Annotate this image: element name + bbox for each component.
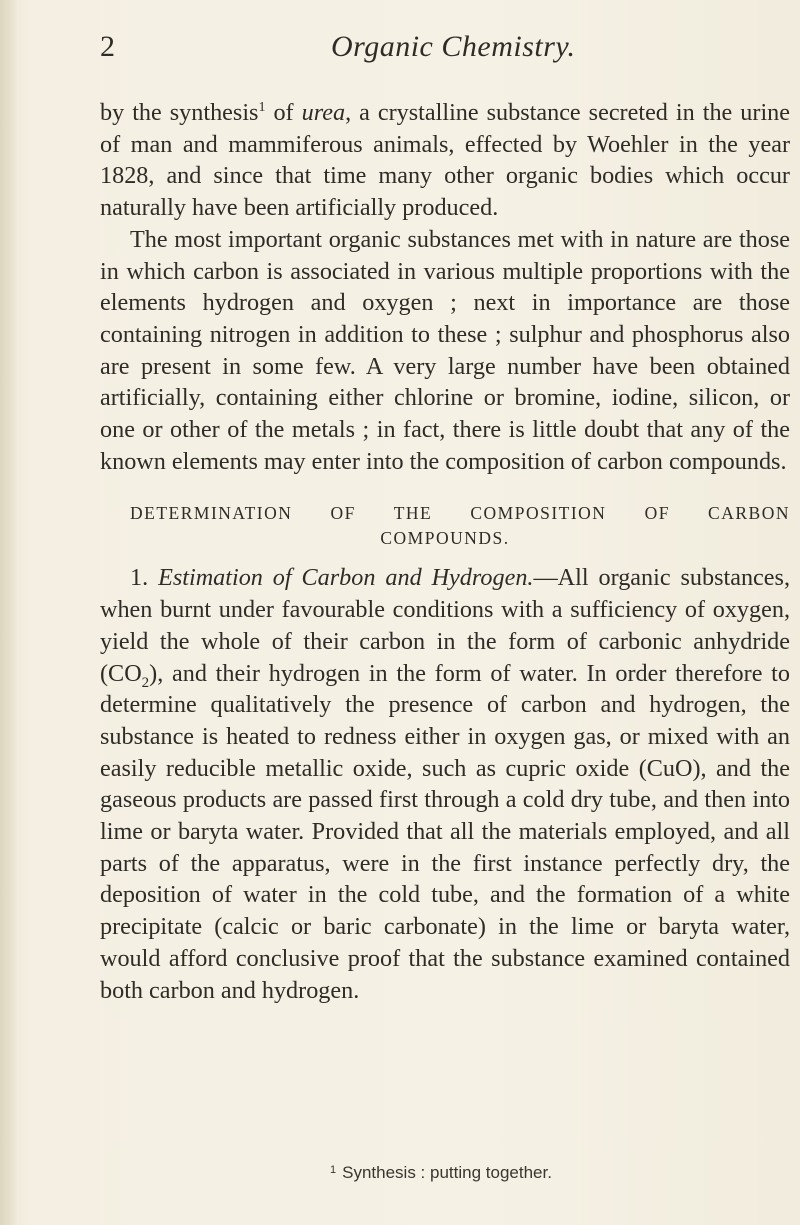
section-heading — [100, 501, 790, 551]
page-number: 2 — [100, 30, 115, 63]
section-heading-line-2: COMPOUNDS. — [380, 528, 510, 549]
section-heading-line-1: DETERMINATION OF THE COMPOSITION OF CARBON — [130, 503, 790, 524]
footnote-reference: 1 — [258, 99, 266, 115]
co2-subscript: 2 — [141, 674, 150, 691]
footnote-text: Synthesis : putting together. — [342, 1163, 552, 1182]
body-text — [100, 97, 790, 1006]
paragraph-number: 1. — [130, 564, 159, 592]
paragraph-3-italic-title: Estimation of Carbon and Hydrogen. — [158, 564, 534, 592]
running-head — [100, 30, 788, 70]
footnote-mark: 1 — [330, 1164, 337, 1176]
footnote — [330, 1163, 790, 1183]
page-gutter-shadow — [0, 0, 18, 1225]
italic-urea: urea — [301, 99, 346, 126]
paragraph-3: 1. Estimation of Carbon and Hydrogen.—All organic substances, when burnt under favourable conditions with a sufficiency of oxygen, yield the whole of their carbon in the form of carbonic anhydride $(CO_2)$, and their hydrogen in the form of water. In order therefore to determine qualitatively the presence of carbon and hydrogen, the substance is heated to redness either in oxygen gas, or mixed with an easily reducible metallic oxide, such as cupric oxide (CuO), and the gaseous products are passed first through a cold dry tube, and then into lime or baryta water. Provided that all the materials employed, and all parts of the apparatus, were in the first instance perfectly dry, the deposition of water in the cold tube, and the formation of a white precipitate (calcic or baric carbonate) in the lime or baryta water, would afford conclusive proof that the substance examined contained both carbon and hydrogen. — [100, 564, 790, 1004]
running-title: Organic Chemistry. — [331, 30, 576, 63]
paragraph-2: The most important organic substances met with in nature are those in which carbon is associated in various multiple proportions with the elements hydrogen and oxygen ; next in importance are those containing nitrogen in addition to these ; sulphur and phosphorus also are present in some few. A very large number have been obtained artificially, containing either chlorine or bromine, iodine, silicon, or one or other of the metals ; in fact, there is little doubt that any of the known elements may enter into the composition of carbon compounds. — [100, 225, 790, 475]
paragraph-1: by the synthesis$^1$ of urea, a crystalline substance secreted in the urine of man and mammiferous animals, effected by Woehler in the year 1828, and since that time many other organic bodies which occur naturally have been artificially produced. — [100, 99, 790, 222]
